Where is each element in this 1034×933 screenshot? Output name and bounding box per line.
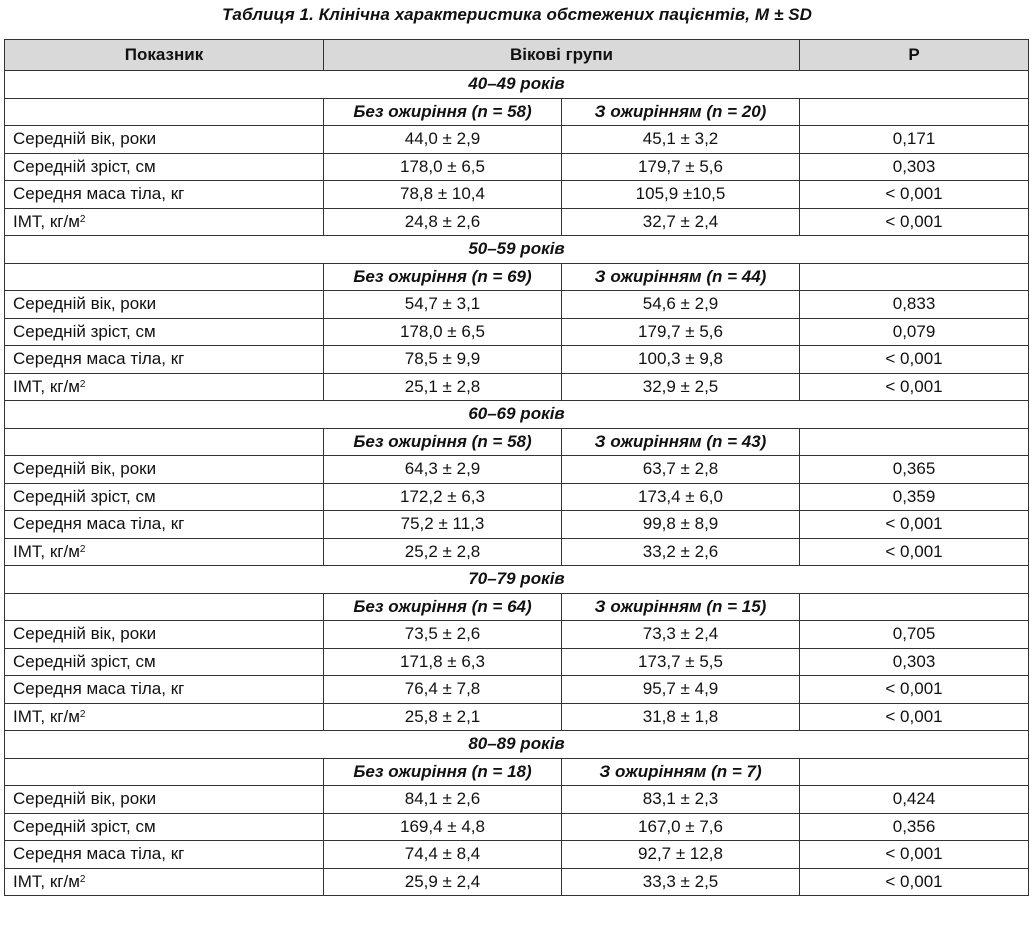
value-without-obesity: 171,8 ± 6,3 [324,648,562,676]
header-age-groups: Вікові групи [324,40,800,71]
subgroup-empty-cell [800,428,1029,456]
indicator-label: Середній зріст, см [13,651,156,671]
p-value: 0,356 [800,813,1029,841]
value-without-obesity: 84,1 ± 2,6 [324,786,562,814]
indicator-label: ІМТ, кг/м [13,541,80,561]
value-without-obesity: 78,5 ± 9,9 [324,346,562,374]
p-value: 0,424 [800,786,1029,814]
indicator-label: Середній вік, роки [13,294,157,314]
table-row [5,676,1029,704]
p-value: < 0,001 [800,703,1029,731]
indicator-cell [5,483,324,511]
indicator-cell [5,703,324,731]
subgroup-row [5,263,1029,291]
value-without-obesity: 75,2 ± 11,3 [324,511,562,539]
indicator-cell [5,346,324,374]
p-value: 0,303 [800,648,1029,676]
table-row [5,841,1029,869]
age-range-label: 70–79 років [5,566,1029,594]
indicator-label: Середня маса тіла, кг [13,184,185,204]
indicator-cell [5,208,324,236]
table-body [5,71,1029,896]
table-row [5,813,1029,841]
p-value: 0,705 [800,621,1029,649]
age-range-label: 50–59 років [5,236,1029,264]
value-with-obesity: 73,3 ± 2,4 [562,621,800,649]
value-with-obesity: 33,3 ± 2,5 [562,868,800,896]
indicator-cell [5,868,324,896]
unit-superscript: 2 [79,378,86,390]
value-with-obesity: 31,8 ± 1,8 [562,703,800,731]
indicator-label: Середній вік, роки [13,789,157,809]
indicator-cell [5,373,324,401]
indicator-label: Середній вік, роки [13,459,157,479]
value-without-obesity: 25,2 ± 2,8 [324,538,562,566]
subgroup-empty-cell [5,758,324,786]
subgroup-without-obesity: Без ожиріння (n = 64) [324,593,562,621]
indicator-cell [5,511,324,539]
value-with-obesity: 32,9 ± 2,5 [562,373,800,401]
value-without-obesity: 73,5 ± 2,6 [324,621,562,649]
subgroup-empty-cell [5,263,324,291]
value-without-obesity: 169,4 ± 4,8 [324,813,562,841]
value-with-obesity: 173,7 ± 5,5 [562,648,800,676]
table-row [5,483,1029,511]
subgroup-empty-cell [800,263,1029,291]
table-row [5,511,1029,539]
table-row [5,208,1029,236]
indicator-cell [5,786,324,814]
value-with-obesity: 33,2 ± 2,6 [562,538,800,566]
table-row [5,868,1029,896]
table-row [5,648,1029,676]
value-with-obesity: 167,0 ± 7,6 [562,813,800,841]
indicator-label: ІМТ, кг/м [13,706,80,726]
subgroup-without-obesity: Без ожиріння (n = 58) [324,98,562,126]
table-header [5,40,1029,71]
value-without-obesity: 178,0 ± 6,5 [324,318,562,346]
age-range-row [5,236,1029,264]
indicator-cell [5,291,324,319]
indicator-cell [5,181,324,209]
subgroup-without-obesity: Без ожиріння (n = 58) [324,428,562,456]
indicator-cell [5,538,324,566]
subgroup-empty-cell [5,428,324,456]
age-range-row [5,566,1029,594]
value-without-obesity: 76,4 ± 7,8 [324,676,562,704]
subgroup-with-obesity: З ожирінням (n = 43) [562,428,800,456]
table-row [5,538,1029,566]
subgroup-with-obesity: З ожирінням (n = 7) [562,758,800,786]
header-indicator: Показник [5,40,324,71]
p-value: < 0,001 [800,676,1029,704]
age-range-label: 60–69 років [5,401,1029,429]
p-value: < 0,001 [800,373,1029,401]
value-without-obesity: 74,4 ± 8,4 [324,841,562,869]
indicator-label: ІМТ, кг/м [13,376,80,396]
subgroup-row [5,593,1029,621]
indicator-cell [5,126,324,154]
p-value: 0,079 [800,318,1029,346]
subgroup-without-obesity: Без ожиріння (n = 69) [324,263,562,291]
indicator-cell [5,153,324,181]
value-without-obesity: 78,8 ± 10,4 [324,181,562,209]
value-with-obesity: 95,7 ± 4,9 [562,676,800,704]
value-with-obesity: 45,1 ± 3,2 [562,126,800,154]
subgroup-empty-cell [5,98,324,126]
unit-superscript: 2 [79,873,86,885]
age-range-label: 40–49 років [5,71,1029,99]
unit-superscript: 2 [79,708,86,720]
unit-superscript: 2 [79,543,86,555]
header-row [5,40,1029,71]
indicator-cell [5,813,324,841]
table-row [5,126,1029,154]
value-with-obesity: 179,7 ± 5,6 [562,153,800,181]
value-with-obesity: 83,1 ± 2,3 [562,786,800,814]
subgroup-with-obesity: З ожирінням (n = 20) [562,98,800,126]
table-row [5,703,1029,731]
value-with-obesity: 54,6 ± 2,9 [562,291,800,319]
p-value: 0,833 [800,291,1029,319]
indicator-label: Середній зріст, см [13,156,156,176]
table-row [5,456,1029,484]
value-with-obesity: 99,8 ± 8,9 [562,511,800,539]
value-without-obesity: 25,9 ± 2,4 [324,868,562,896]
indicator-label: Середній вік, роки [13,129,157,149]
subgroup-row [5,98,1029,126]
table-row [5,153,1029,181]
value-without-obesity: 54,7 ± 3,1 [324,291,562,319]
table-row [5,318,1029,346]
subgroup-without-obesity: Без ожиріння (n = 18) [324,758,562,786]
subgroup-empty-cell [800,98,1029,126]
table-caption: Таблиця 1. Клінічна характеристика обстежених пацієнтів, M ± SD [221,5,813,24]
indicator-label: Середня маса тіла, кг [13,514,185,534]
age-range-row [5,401,1029,429]
age-range-row [5,71,1029,99]
indicator-cell [5,676,324,704]
p-value: < 0,001 [800,538,1029,566]
table-row [5,181,1029,209]
value-with-obesity: 100,3 ± 9,8 [562,346,800,374]
indicator-label: Середній зріст, см [13,486,156,506]
value-with-obesity: 92,7 ± 12,8 [562,841,800,869]
value-without-obesity: 25,1 ± 2,8 [324,373,562,401]
p-value: < 0,001 [800,346,1029,374]
value-without-obesity: 178,0 ± 6,5 [324,153,562,181]
p-value: 0,171 [800,126,1029,154]
indicator-label: Середній зріст, см [13,816,156,836]
table-row [5,621,1029,649]
value-without-obesity: 24,8 ± 2,6 [324,208,562,236]
p-value: < 0,001 [800,181,1029,209]
indicator-cell [5,648,324,676]
p-value: < 0,001 [800,841,1029,869]
indicator-label: Середня маса тіла, кг [13,679,185,699]
table-row [5,291,1029,319]
value-with-obesity: 32,7 ± 2,4 [562,208,800,236]
header-p-value: P [800,40,1029,71]
indicator-cell [5,456,324,484]
unit-superscript: 2 [79,213,86,225]
value-with-obesity: 105,9 ±10,5 [562,181,800,209]
p-value: 0,359 [800,483,1029,511]
subgroup-row [5,428,1029,456]
indicator-label: Середній зріст, см [13,321,156,341]
indicator-label: Середній вік, роки [13,624,157,644]
indicator-cell [5,621,324,649]
p-value: 0,303 [800,153,1029,181]
subgroup-row [5,758,1029,786]
subgroup-with-obesity: З ожирінням (n = 15) [562,593,800,621]
value-without-obesity: 25,8 ± 2,1 [324,703,562,731]
p-value: < 0,001 [800,868,1029,896]
value-without-obesity: 64,3 ± 2,9 [324,456,562,484]
value-without-obesity: 172,2 ± 6,3 [324,483,562,511]
indicator-label: Середня маса тіла, кг [13,844,185,864]
value-with-obesity: 179,7 ± 5,6 [562,318,800,346]
p-value: 0,365 [800,456,1029,484]
p-value: < 0,001 [800,208,1029,236]
subgroup-empty-cell [5,593,324,621]
indicator-cell [5,841,324,869]
table-row [5,346,1029,374]
p-value: < 0,001 [800,511,1029,539]
subgroup-empty-cell [800,593,1029,621]
age-range-label: 80–89 років [5,731,1029,759]
clinical-table [4,39,1029,896]
value-without-obesity: 44,0 ± 2,9 [324,126,562,154]
indicator-cell [5,318,324,346]
table-row [5,786,1029,814]
age-range-row [5,731,1029,759]
table-row [5,373,1029,401]
indicator-label: ІМТ, кг/м [13,211,80,231]
subgroup-empty-cell [800,758,1029,786]
indicator-label: ІМТ, кг/м [13,871,80,891]
indicator-label: Середня маса тіла, кг [13,349,185,369]
subgroup-with-obesity: З ожирінням (n = 44) [562,263,800,291]
value-with-obesity: 173,4 ± 6,0 [562,483,800,511]
value-with-obesity: 63,7 ± 2,8 [562,456,800,484]
